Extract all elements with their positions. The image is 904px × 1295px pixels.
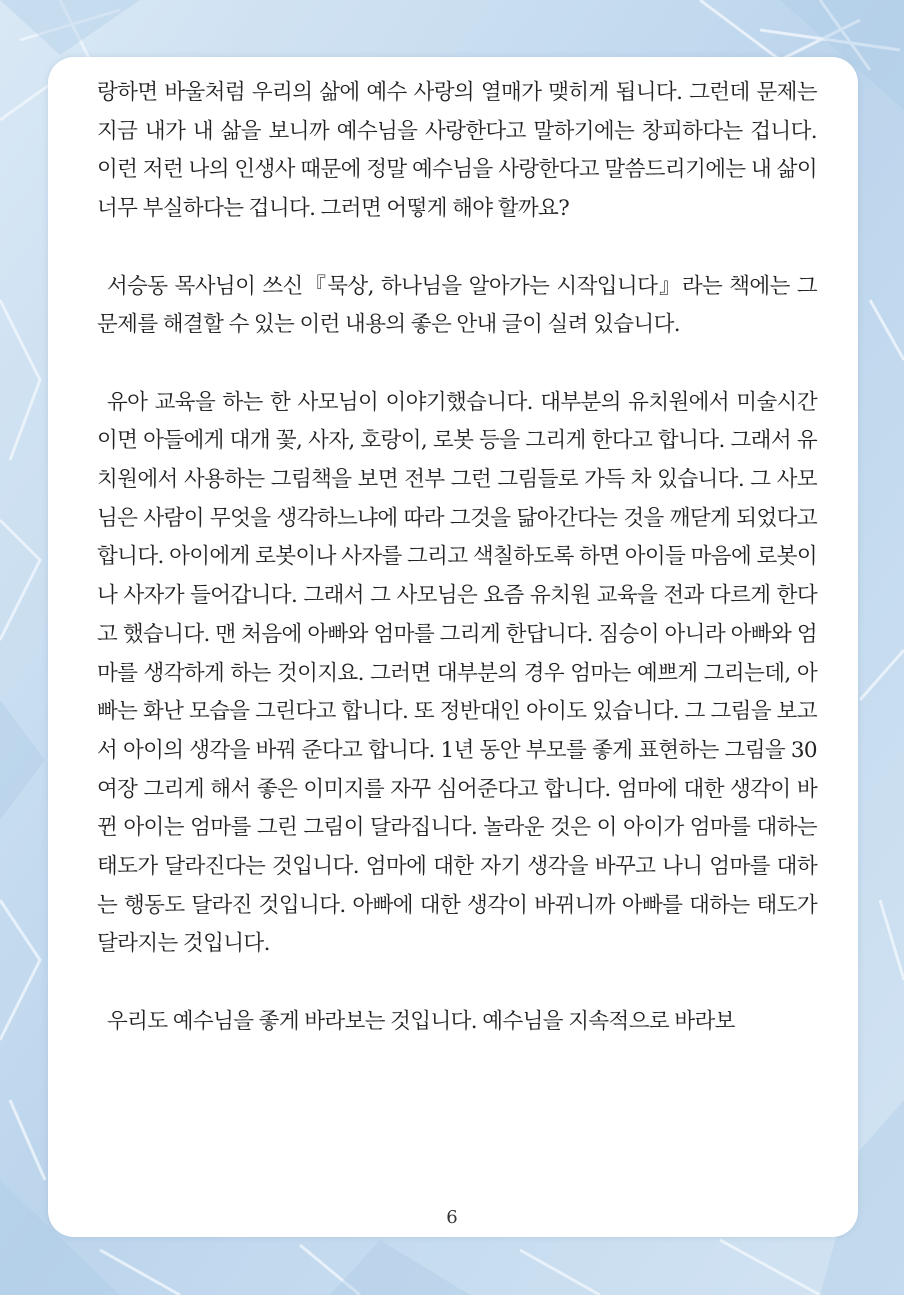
- document-body: [97, 74, 817, 1042]
- paragraph: 랑하면 바울처럼 우리의 삶에 예수 사랑의 열매가 맺히게 됩니다. 그런데 문제는 지금 내가 내 삶을 보니까 예수님을 사랑한다고 말하기에는 창피하다는 겁니다. 이런 저런 나의 인생사 때문에 정말 예수님을 사랑한다고 말씀드리기에는 내 삶이 너무 부실하다는 겁니다. 그러면 어떻게 해야 할까요?: [97, 80, 817, 222]
- page-number: 6: [446, 1207, 458, 1228]
- paragraph: 우리도 예수님을 좋게 바라보는 것입니다. 예수님을 지속적으로 바라보: [107, 1008, 735, 1034]
- paragraph: 유아 교육을 하는 한 사모님이 이야기했습니다. 대부분의 유치원에서 미술시간이면 아들에게 대개 꽃, 사자, 호랑이, 로봇 등을 그리게 한다고 합니다. 그래서 유치원에서 사용하는 그림책을 보면 전부 그런 그림들로 가득 차 있습니다. 그 사모님은 사람이 무엇을 생각하느냐에 따라 그것을 닮아간다는 것을 깨닫게 되었다고 합니다. 아이에게 로봇이나 사자를 그리고 색칠하도록 하면 아이들 마음에 로봇이나 사자가 들어갑니다. 그래서 그 사모님은 요즘 유치원 교육을 전과 다르게 한다고 했습니다. 맨 처음에 아빠와 엄마를 그리게 한답니다. 짐승이 아니라 아빠와 엄마를 생각하게 하는 것이지요. 그러면 대부분의 경우 엄마는 예쁘게 그리는데, 아빠는 화난 모습을 그린다고 합니다. 또 정반대인 아이도 있습니다. 그 그림을 보고서 아이의 생각을 바꿔 준다고 합니다. 1년 동안 부모를 좋게 표현하는 그림을 30여장 그리게 해서 좋은 이미지를 자꾸 심어준다고 합니다. 엄마에 대한 생각이 바뀐 아이는 엄마를 그린 그림이 달라집니다. 놀라운 것은 이 아이가 엄마를 대하는 태도가 달라진다는 것입니다. 엄마에 대한 자기 생각을 바꾸고 나니 엄마를 대하는 행동도 달라진 것입니다. 아빠에 대한 생각이 바뀌니까 아빠를 대하는 태도가 달라지는 것입니다.: [97, 389, 817, 957]
- paragraph: 서승동 목사님이 쓰신『묵상, 하나님을 알아가는 시작입니다』라는 책에는 그 문제를 해결할 수 있는 이런 내용의 좋은 안내 글이 실려 있습니다.: [97, 273, 817, 338]
